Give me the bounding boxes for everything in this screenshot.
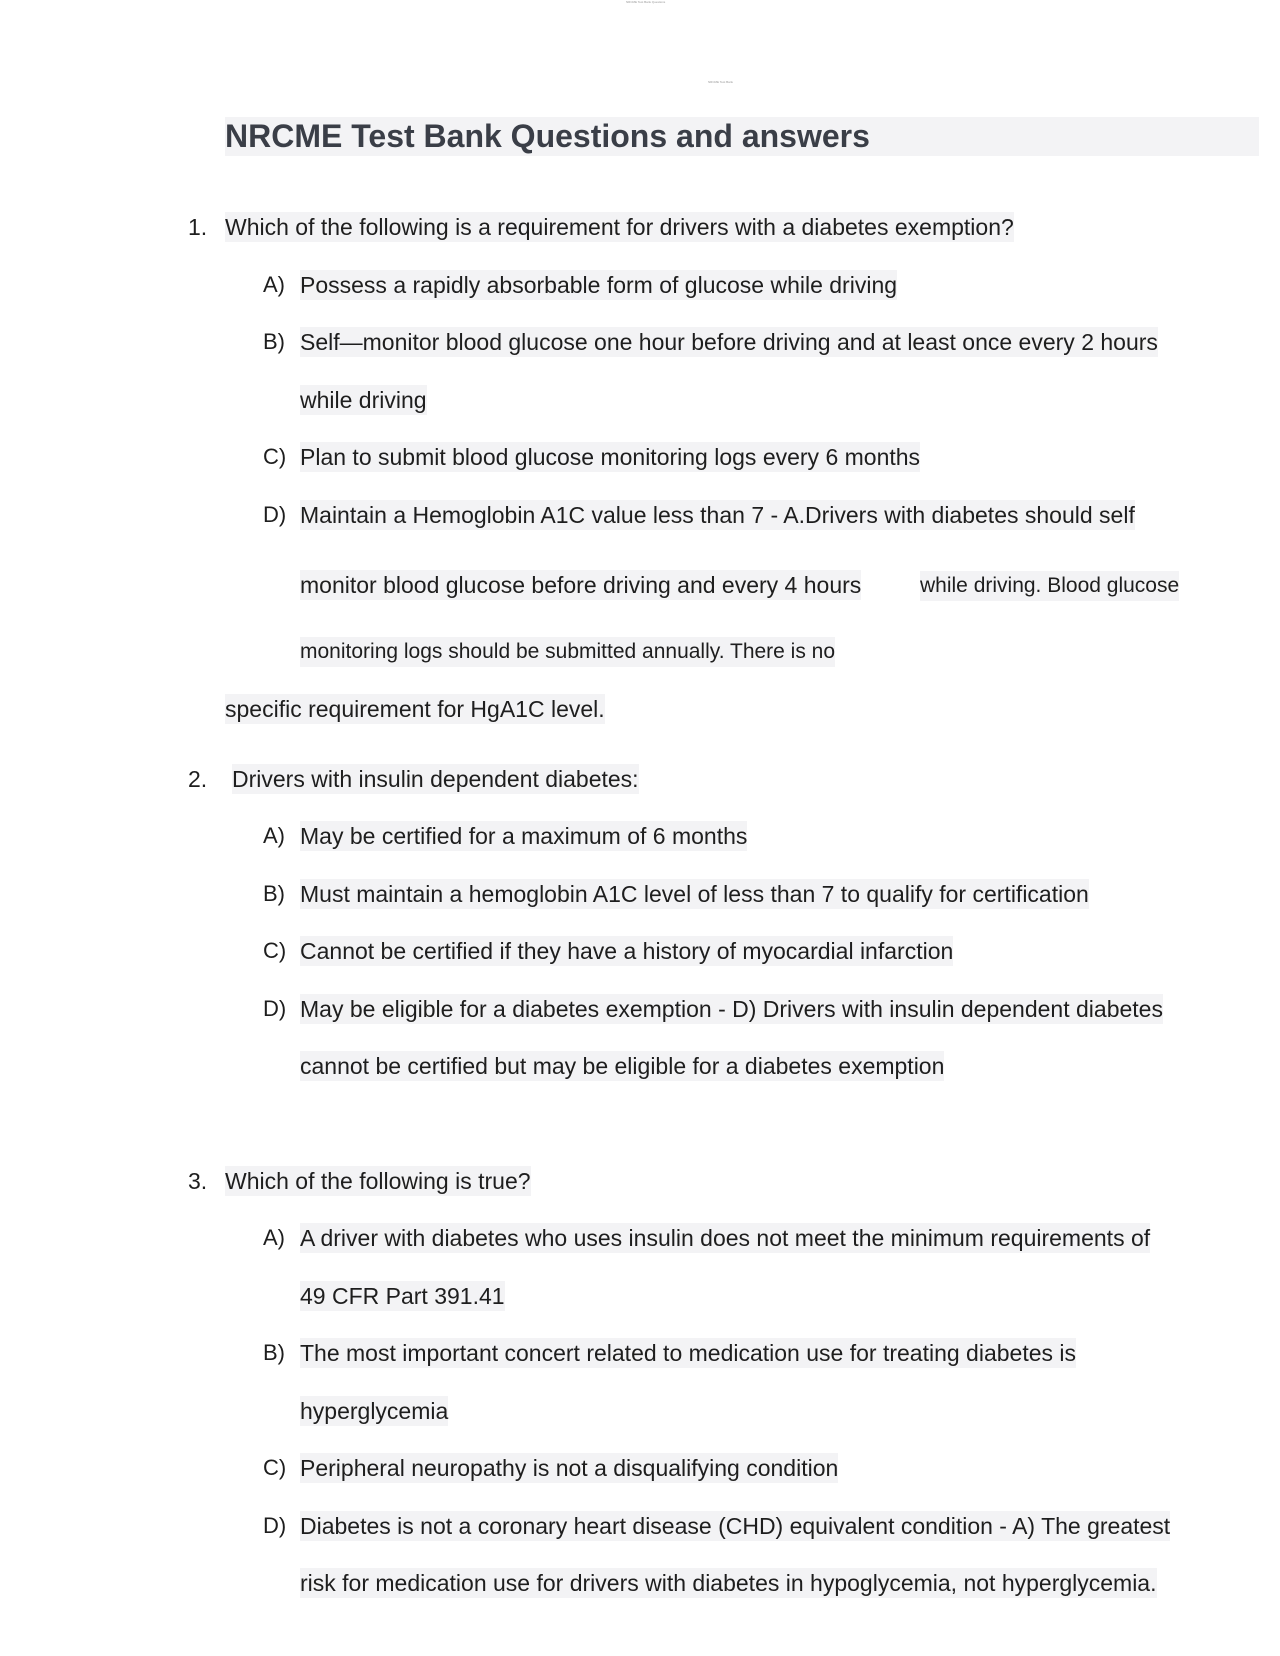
option-letter: D) [263, 1513, 287, 1538]
option-letter: B) [263, 881, 285, 906]
page-title: NRCME Test Bank Questions and answers [225, 117, 1259, 156]
page-header-text: NRCME Test Bank Questions [626, 0, 666, 4]
option-text: Possess a rapidly absorbable form of glucose while driving [300, 272, 898, 298]
option-letter: A) [263, 1225, 285, 1250]
question-text: Which of the following is a requirement for drivers with a diabetes exemption? [225, 214, 1014, 240]
option-text-continued: while driving. Blood glucose [920, 571, 1179, 601]
answer-explanation-trailing: specific requirement for HgA1C level. [225, 696, 605, 722]
option-text: Must maintain a hemoglobin A1C level of less than 7 to qualify for certification [300, 881, 1089, 907]
option-letter: B) [263, 1340, 285, 1365]
option-letter: C) [263, 938, 287, 963]
option-text: Peripheral neuropathy is not a disqualifying condition [300, 1455, 839, 1481]
option-letter: D) [263, 502, 287, 527]
option-text-continued: cannot be certified but may be eligible for a diabetes exemption [300, 1053, 945, 1079]
option-text: May be eligible for a diabetes exemption - D) Drivers with insulin dependent diabetes [300, 996, 1163, 1022]
option-letter: D) [263, 996, 287, 1021]
option-letter: A) [263, 823, 285, 848]
option-text: Self—monitor blood glucose one hour before driving and at least once every 2 hours [300, 329, 1158, 355]
question-number: 1. [188, 214, 208, 240]
option-letter: A) [263, 272, 285, 297]
option-text-continued: hyperglycemia [300, 1398, 449, 1424]
question-number: 2. [188, 766, 208, 792]
option-letter: B) [263, 329, 285, 354]
option-text: A driver with diabetes who uses insulin does not meet the minimum requirements of [300, 1225, 1151, 1251]
option-text-continued: risk for medication use for drivers with diabetes in hypoglycemia, not hyperglycemia. [300, 1570, 1157, 1596]
option-text: Cannot be certified if they have a history of myocardial infarction [300, 938, 954, 964]
option-letter: C) [263, 444, 287, 469]
option-text: May be certified for a maximum of 6 months [300, 823, 748, 849]
option-text: Plan to submit blood glucose monitoring logs every 6 months [300, 444, 921, 470]
question-text: Which of the following is true? [225, 1168, 531, 1194]
question-number: 3. [188, 1168, 208, 1194]
option-letter: C) [263, 1455, 287, 1480]
option-text-continued: while driving [300, 387, 427, 413]
question-text: Drivers with insulin dependent diabetes: [232, 766, 639, 792]
option-text: The most important concert related to medication use for treating diabetes is [300, 1340, 1077, 1366]
option-text: Diabetes is not a coronary heart disease (CHD) equivalent condition - A) The greatest [300, 1513, 1171, 1539]
option-text: Maintain a Hemoglobin A1C value less than 7 - A.Drivers with diabetes should self [300, 502, 1135, 528]
option-text-continued: 49 CFR Part 391.41 [300, 1283, 505, 1309]
option-text-continued: monitor blood glucose before driving and every 4 hours [300, 572, 862, 598]
page-subheader-text: NRCME Test Bank [708, 80, 733, 84]
option-text-continued: monitoring logs should be submitted annually. There is no [300, 637, 835, 667]
